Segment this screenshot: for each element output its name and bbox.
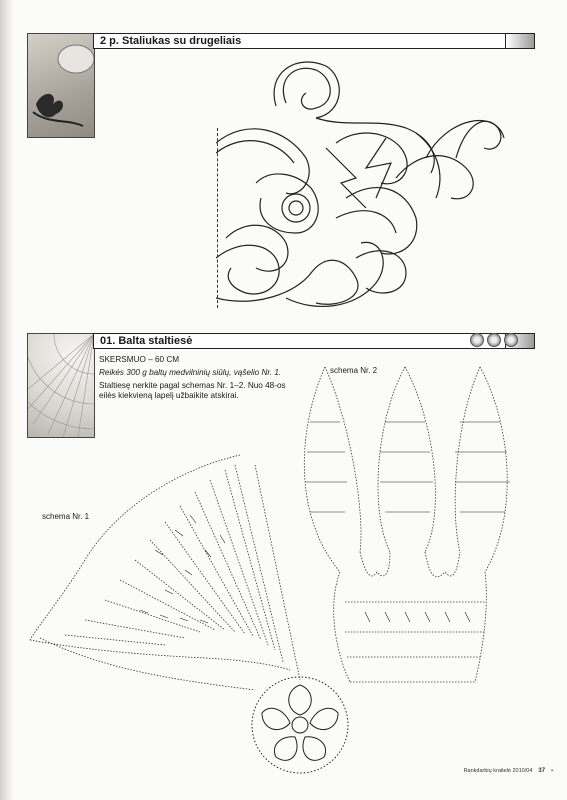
section-title: 01. Balta staltiesė <box>100 335 193 347</box>
section-title: 2 p. Staliukas su drugeliais <box>100 35 242 47</box>
pattern-info <box>99 355 289 404</box>
difficulty-rating <box>470 333 518 347</box>
butterfly-motif-diagram <box>216 58 506 313</box>
scheme2-label: schema Nr. 2 <box>330 366 378 375</box>
page-footer <box>464 768 553 774</box>
yarn-ball-icon <box>487 333 501 347</box>
section-header-staliukas <box>93 33 535 49</box>
page-gutter-shadow <box>0 0 14 800</box>
publication-name: Rankdarbių kraitelė 2010/04 <box>463 768 533 774</box>
white-tablecloth-photo <box>27 333 95 438</box>
butterfly-tablecloth-photo <box>27 33 95 138</box>
scheme1-label: schema Nr. 1 <box>42 512 90 521</box>
yarn-ball-icon <box>504 333 518 347</box>
footer-bullet: • <box>551 768 553 774</box>
materials-text: Reikės 300 g baltų medvilninių siūlų, vąšelio Nr. 1. <box>99 368 282 377</box>
yarn-ball-icon <box>470 333 484 347</box>
instructions-text: Staltiesę nerkite pagal schemas Nr. 1–2. Nuo 48-os eilės kiekvieną lapelį užbaikite atskirai. <box>99 381 286 400</box>
page-number: 37 <box>538 768 546 774</box>
size-label: SKERSMUO – 60 CM <box>99 355 180 364</box>
scheme2-diagram <box>285 362 530 692</box>
section-header-balta-staltiese <box>93 333 535 349</box>
